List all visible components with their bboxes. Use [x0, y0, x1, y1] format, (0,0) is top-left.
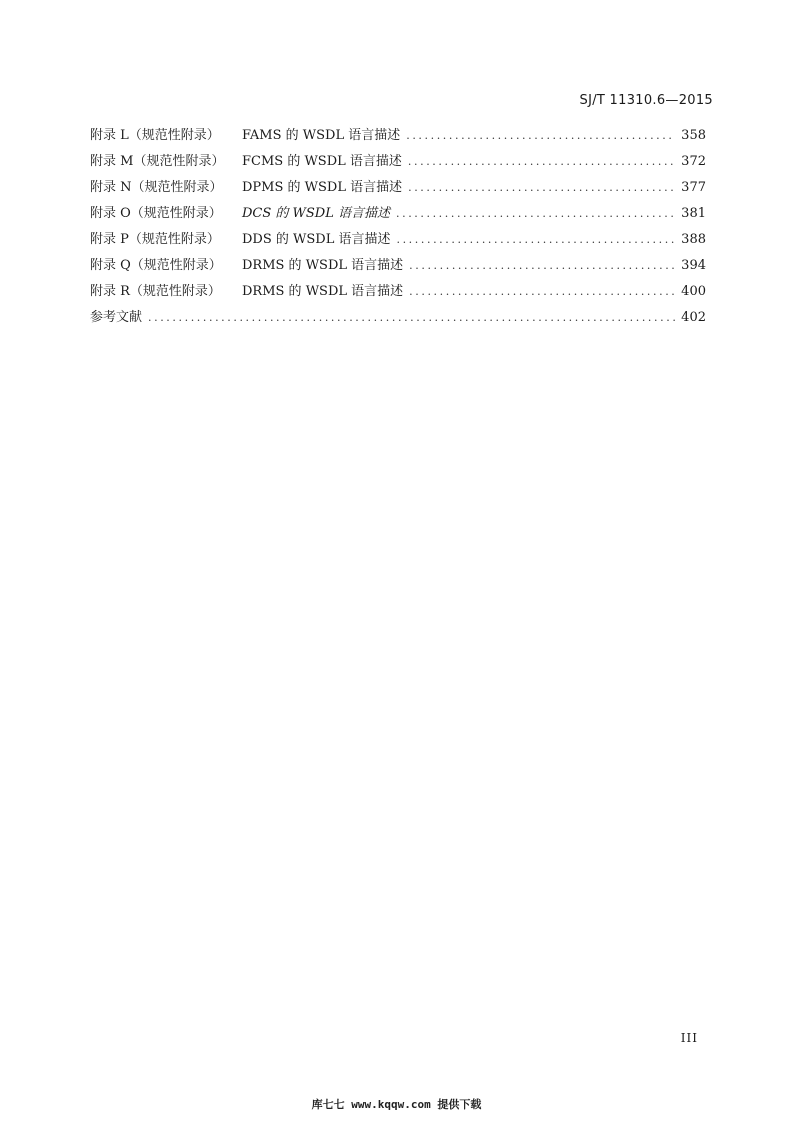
toc-entry-appendix-l[interactable] — [90, 123, 706, 149]
dot-leader — [406, 123, 675, 149]
toc-prefix: 附录 P（规范性附录） — [90, 232, 220, 247]
toc-title: DCS 的 WSDL 语言描述 — [242, 206, 390, 221]
toc-page-number: 381 — [681, 206, 706, 221]
toc-entry-appendix-n[interactable] — [90, 175, 706, 201]
toc-entry-appendix-m[interactable] — [90, 149, 706, 175]
toc-page-number: 402 — [681, 310, 706, 325]
toc-entry-appendix-p[interactable] — [90, 227, 706, 253]
document-code: SJ/T 11310.6—2015 — [579, 93, 713, 108]
toc-title: DRMS 的 WSDL 语言描述 — [242, 258, 404, 273]
toc-title: FAMS 的 WSDL 语言描述 — [242, 128, 401, 143]
toc-prefix: 附录 N（规范性附录） — [90, 180, 223, 195]
toc-title: DDS 的 WSDL 语言描述 — [242, 232, 391, 247]
toc-page-number: 400 — [681, 284, 706, 299]
toc-page-number: 388 — [681, 232, 706, 247]
dot-leader — [396, 227, 675, 253]
toc-prefix: 附录 O（规范性附录） — [90, 206, 222, 221]
dot-leader — [409, 253, 675, 279]
toc-title: DPMS 的 WSDL 语言描述 — [242, 180, 403, 195]
dot-leader — [409, 279, 675, 305]
toc-page-number: 372 — [681, 154, 706, 169]
toc-title: DRMS 的 WSDL 语言描述 — [242, 284, 404, 299]
toc-entry-references[interactable] — [90, 305, 706, 331]
dot-leader — [408, 175, 675, 201]
toc-page-number: 377 — [681, 180, 706, 195]
toc-page-number: 358 — [681, 128, 706, 143]
toc-prefix: 附录 Q（规范性附录） — [90, 258, 222, 273]
toc-entry-appendix-r[interactable] — [90, 279, 706, 305]
toc-page-number: 394 — [681, 258, 706, 273]
toc-entry-appendix-o[interactable] — [90, 201, 706, 227]
page-number: III — [680, 1031, 698, 1045]
dot-leader — [408, 149, 675, 175]
toc-title: 参考文献 — [90, 310, 143, 325]
toc-prefix: 附录 L（规范性附录） — [90, 128, 220, 143]
toc-prefix: 附录 M（规范性附录） — [90, 154, 225, 169]
toc-title: FCMS 的 WSDL 语言描述 — [242, 154, 402, 169]
toc-entry-appendix-q[interactable] — [90, 253, 706, 279]
toc-prefix: 附录 R（规范性附录） — [90, 284, 221, 299]
table-of-contents — [90, 123, 706, 331]
download-footer: 库七七 www.kqqw.com 提供下载 — [311, 1098, 482, 1111]
dot-leader — [148, 305, 675, 331]
dot-leader — [396, 201, 675, 227]
